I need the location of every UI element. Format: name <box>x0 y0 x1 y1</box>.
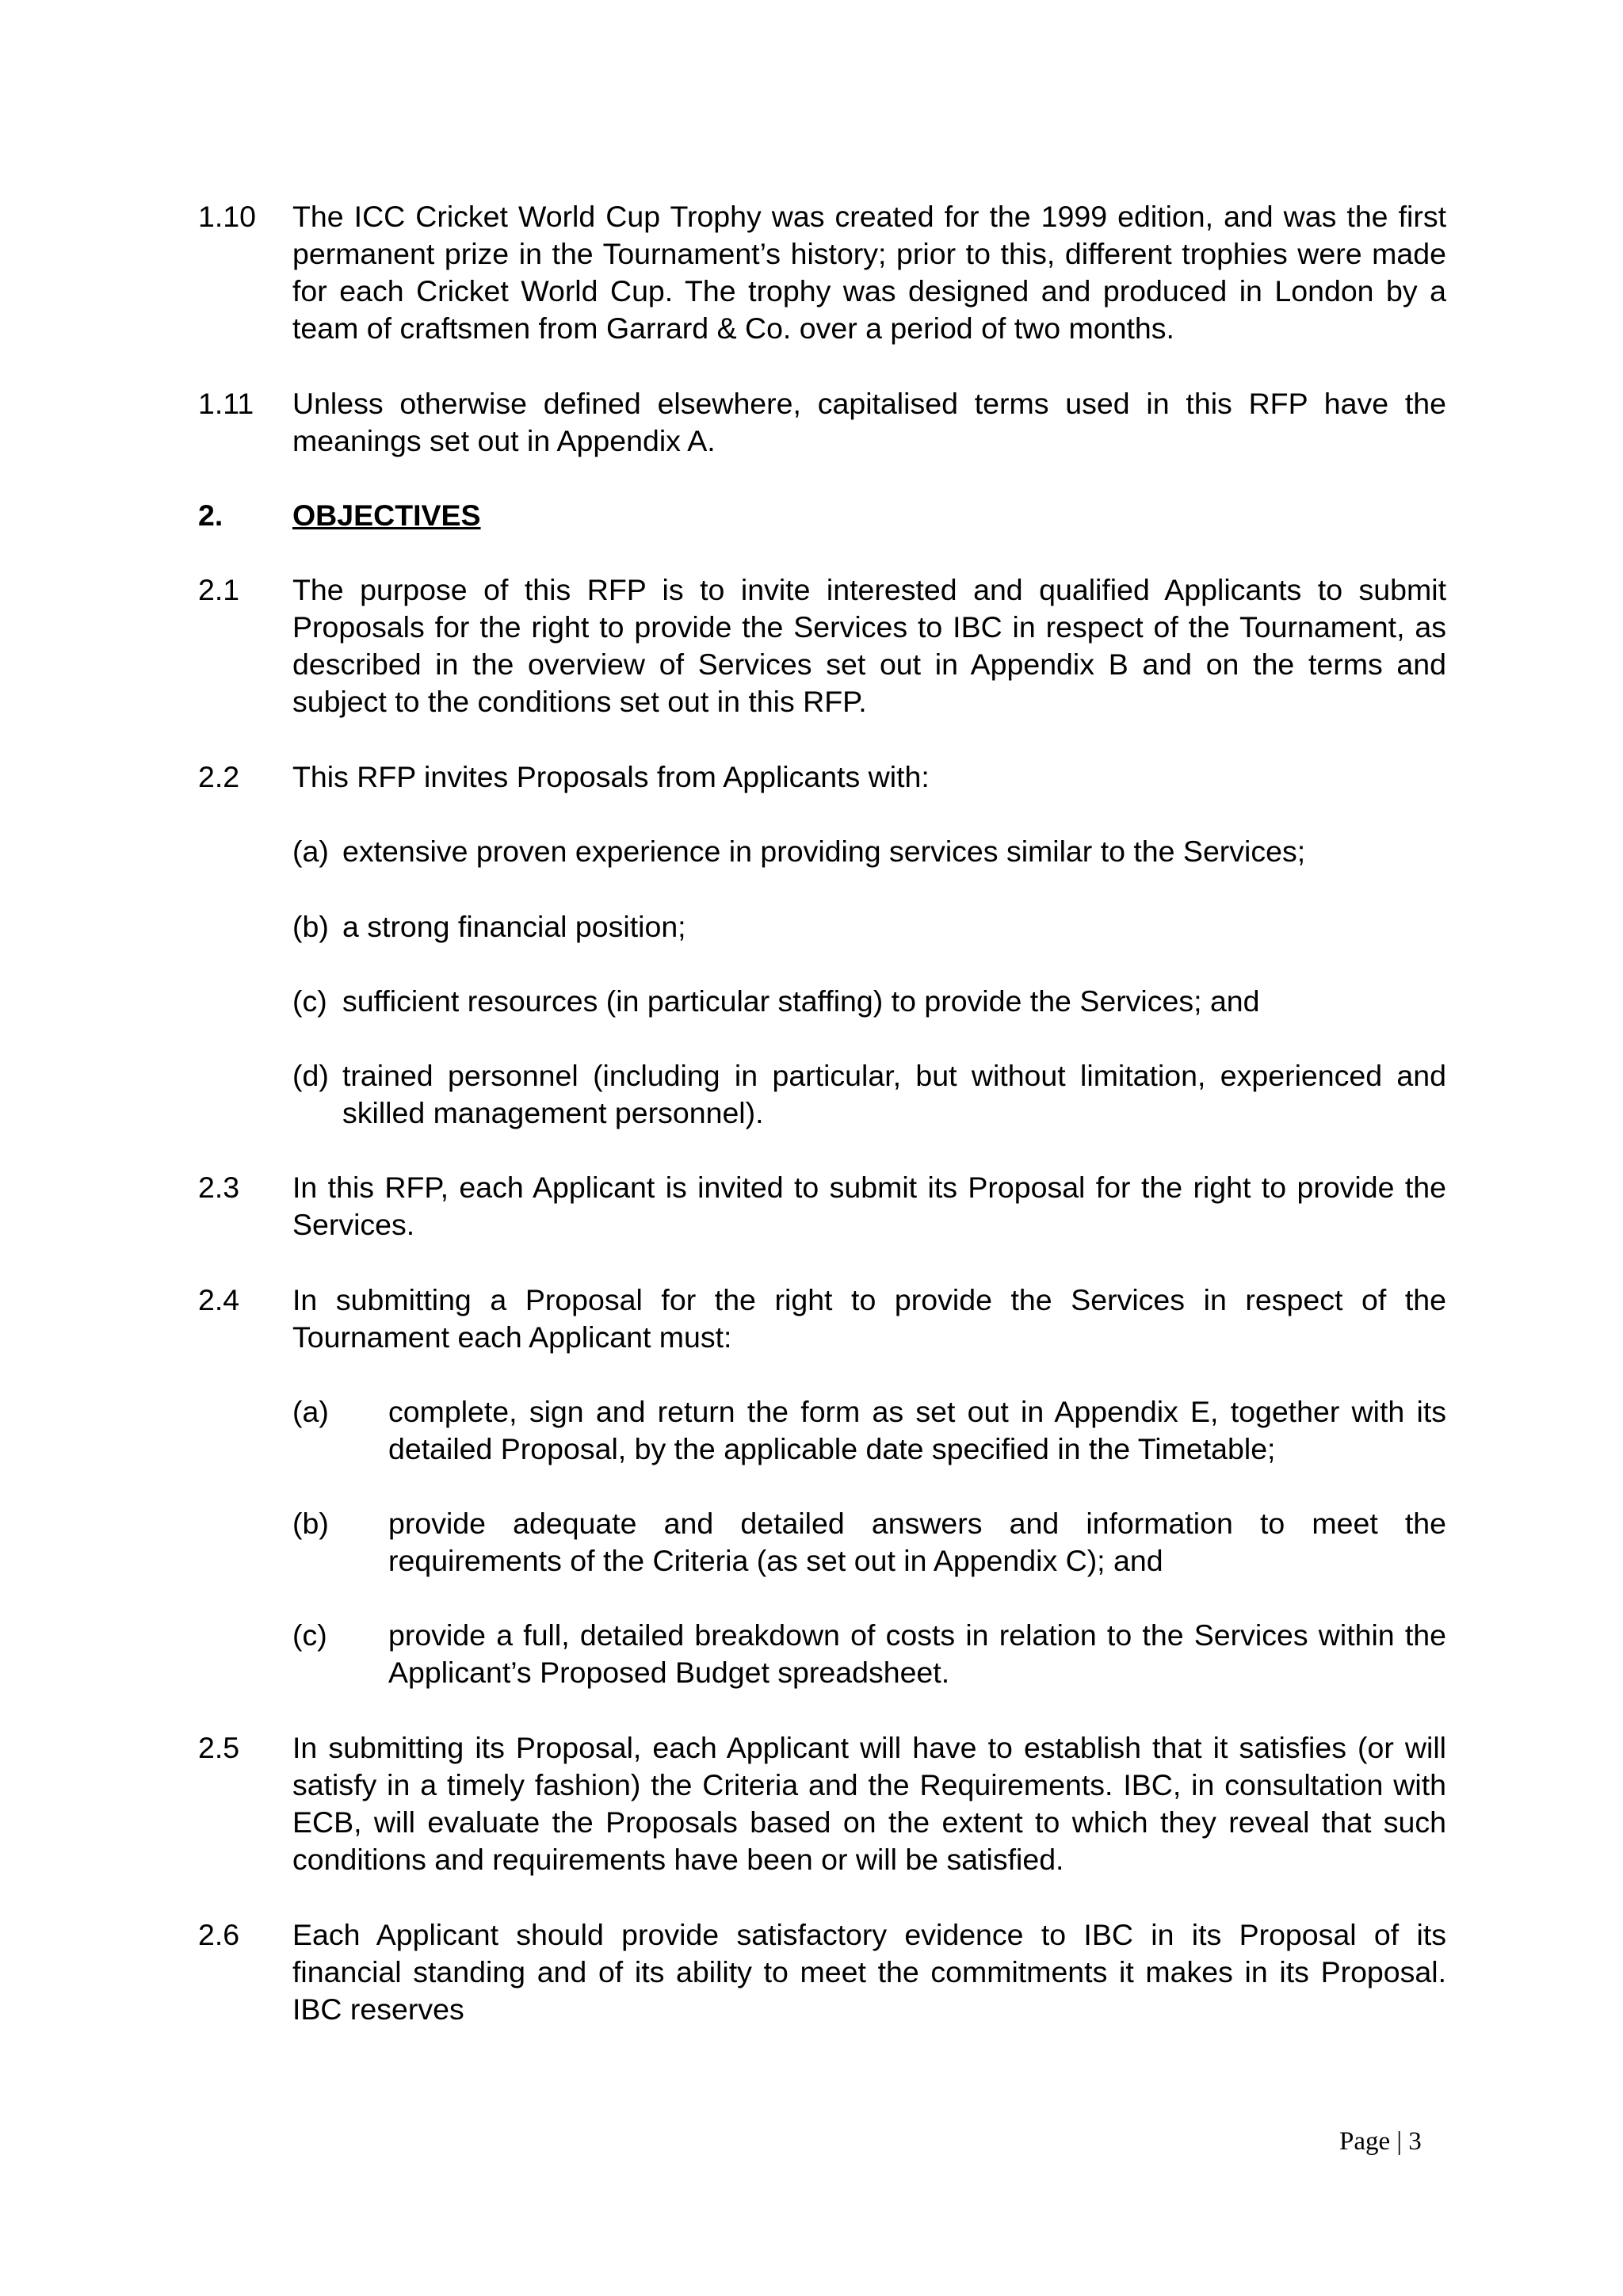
paragraph-number: 1.11 <box>198 387 254 420</box>
list-item-text: sufficient resources (in particular staffing) to provide the Services; and <box>342 984 1260 1018</box>
list-item-label: (a) <box>292 835 329 868</box>
list-item-text: a strong financial position; <box>342 910 686 943</box>
list-item-label: (a) <box>292 1395 329 1428</box>
list-item-text: complete, sign and return the form as set out in Appendix E, together with its detailed Proposal, by the applicable date specified in the Timetable; <box>388 1395 1446 1465</box>
paragraph-text: In submitting a Proposal for the right to provide the Services in respect of the Tournament each Applicant must: <box>292 1283 1446 1354</box>
paragraph-text: In this RFP, each Applicant is invited to submit its Proposal for the right to provide the Services. <box>292 1171 1446 1241</box>
list-item-label: (b) <box>292 1507 329 1540</box>
paragraph-number: 2.1 <box>198 573 240 606</box>
paragraph-text: Each Applicant should provide satisfactory evidence to IBC in its Proposal of its financial standing and of its ability to meet the commitments it makes in its Proposal. IBC reserves <box>292 1918 1446 2026</box>
list-item-label: (d) <box>292 1059 329 1092</box>
paragraph-number: 2.4 <box>198 1283 240 1316</box>
list-item-label: (b) <box>292 910 329 943</box>
paragraph-number: 2.2 <box>198 760 240 793</box>
paragraph-number: 2.6 <box>198 1918 240 1951</box>
list-item-text: trained personnel (including in particular, but without limitation, experienced and skilled management personnel). <box>342 1059 1446 1129</box>
list-item-text: provide a full, detailed breakdown of costs in relation to the Services within the Applicant’s Proposed Budget spreadsheet. <box>388 1618 1446 1689</box>
paragraph-text: The purpose of this RFP is to invite interested and qualified Applicants to submit Proposals for the right to provide the Services to IBC in respect of the Tournament, as described in the overview of Services set out in Appendix B and on the terms and subject to the conditions set out in this RFP. <box>292 573 1446 718</box>
paragraph-number: 1.10 <box>198 200 256 233</box>
paragraph-text: This RFP invites Proposals from Applicants with: <box>292 760 930 793</box>
list-item-label: (c) <box>292 984 327 1018</box>
paragraph-text: The ICC Cricket World Cup Trophy was created for the 1999 edition, and was the first permanent prize in the Tournament’s history; prior to this, different trophies were made for each Cricket World Cup. The trophy was designed and produced in London by a team of craftsmen from Garrard & Co. over a period of two months. <box>292 200 1446 345</box>
paragraph-number: 2.3 <box>198 1171 240 1204</box>
section-title: OBJECTIVES <box>292 499 481 532</box>
list-item-text: provide adequate and detailed answers and information to meet the requirements of the Criteria (as set out in Appendix C); and <box>388 1507 1446 1577</box>
page-number: Page | 3 <box>1339 2127 1422 2156</box>
list-item-text: extensive proven experience in providing services similar to the Services; <box>342 835 1306 868</box>
section-number: 2. <box>198 499 223 532</box>
list-item-label: (c) <box>292 1618 327 1652</box>
paragraph-number: 2.5 <box>198 1731 240 1764</box>
paragraph-text: In submitting its Proposal, each Applicant will have to establish that it satisfies (or will satisfy in a timely fashion) the Criteria and the Requirements. IBC, in consultation with ECB, will evaluate the Proposals based on the extent to which they reveal that such conditions and requirements have been or will be satisfied. <box>292 1731 1446 1876</box>
paragraph-text: Unless otherwise defined elsewhere, capitalised terms used in this RFP have the meanings set out in Appendix A. <box>292 387 1446 457</box>
